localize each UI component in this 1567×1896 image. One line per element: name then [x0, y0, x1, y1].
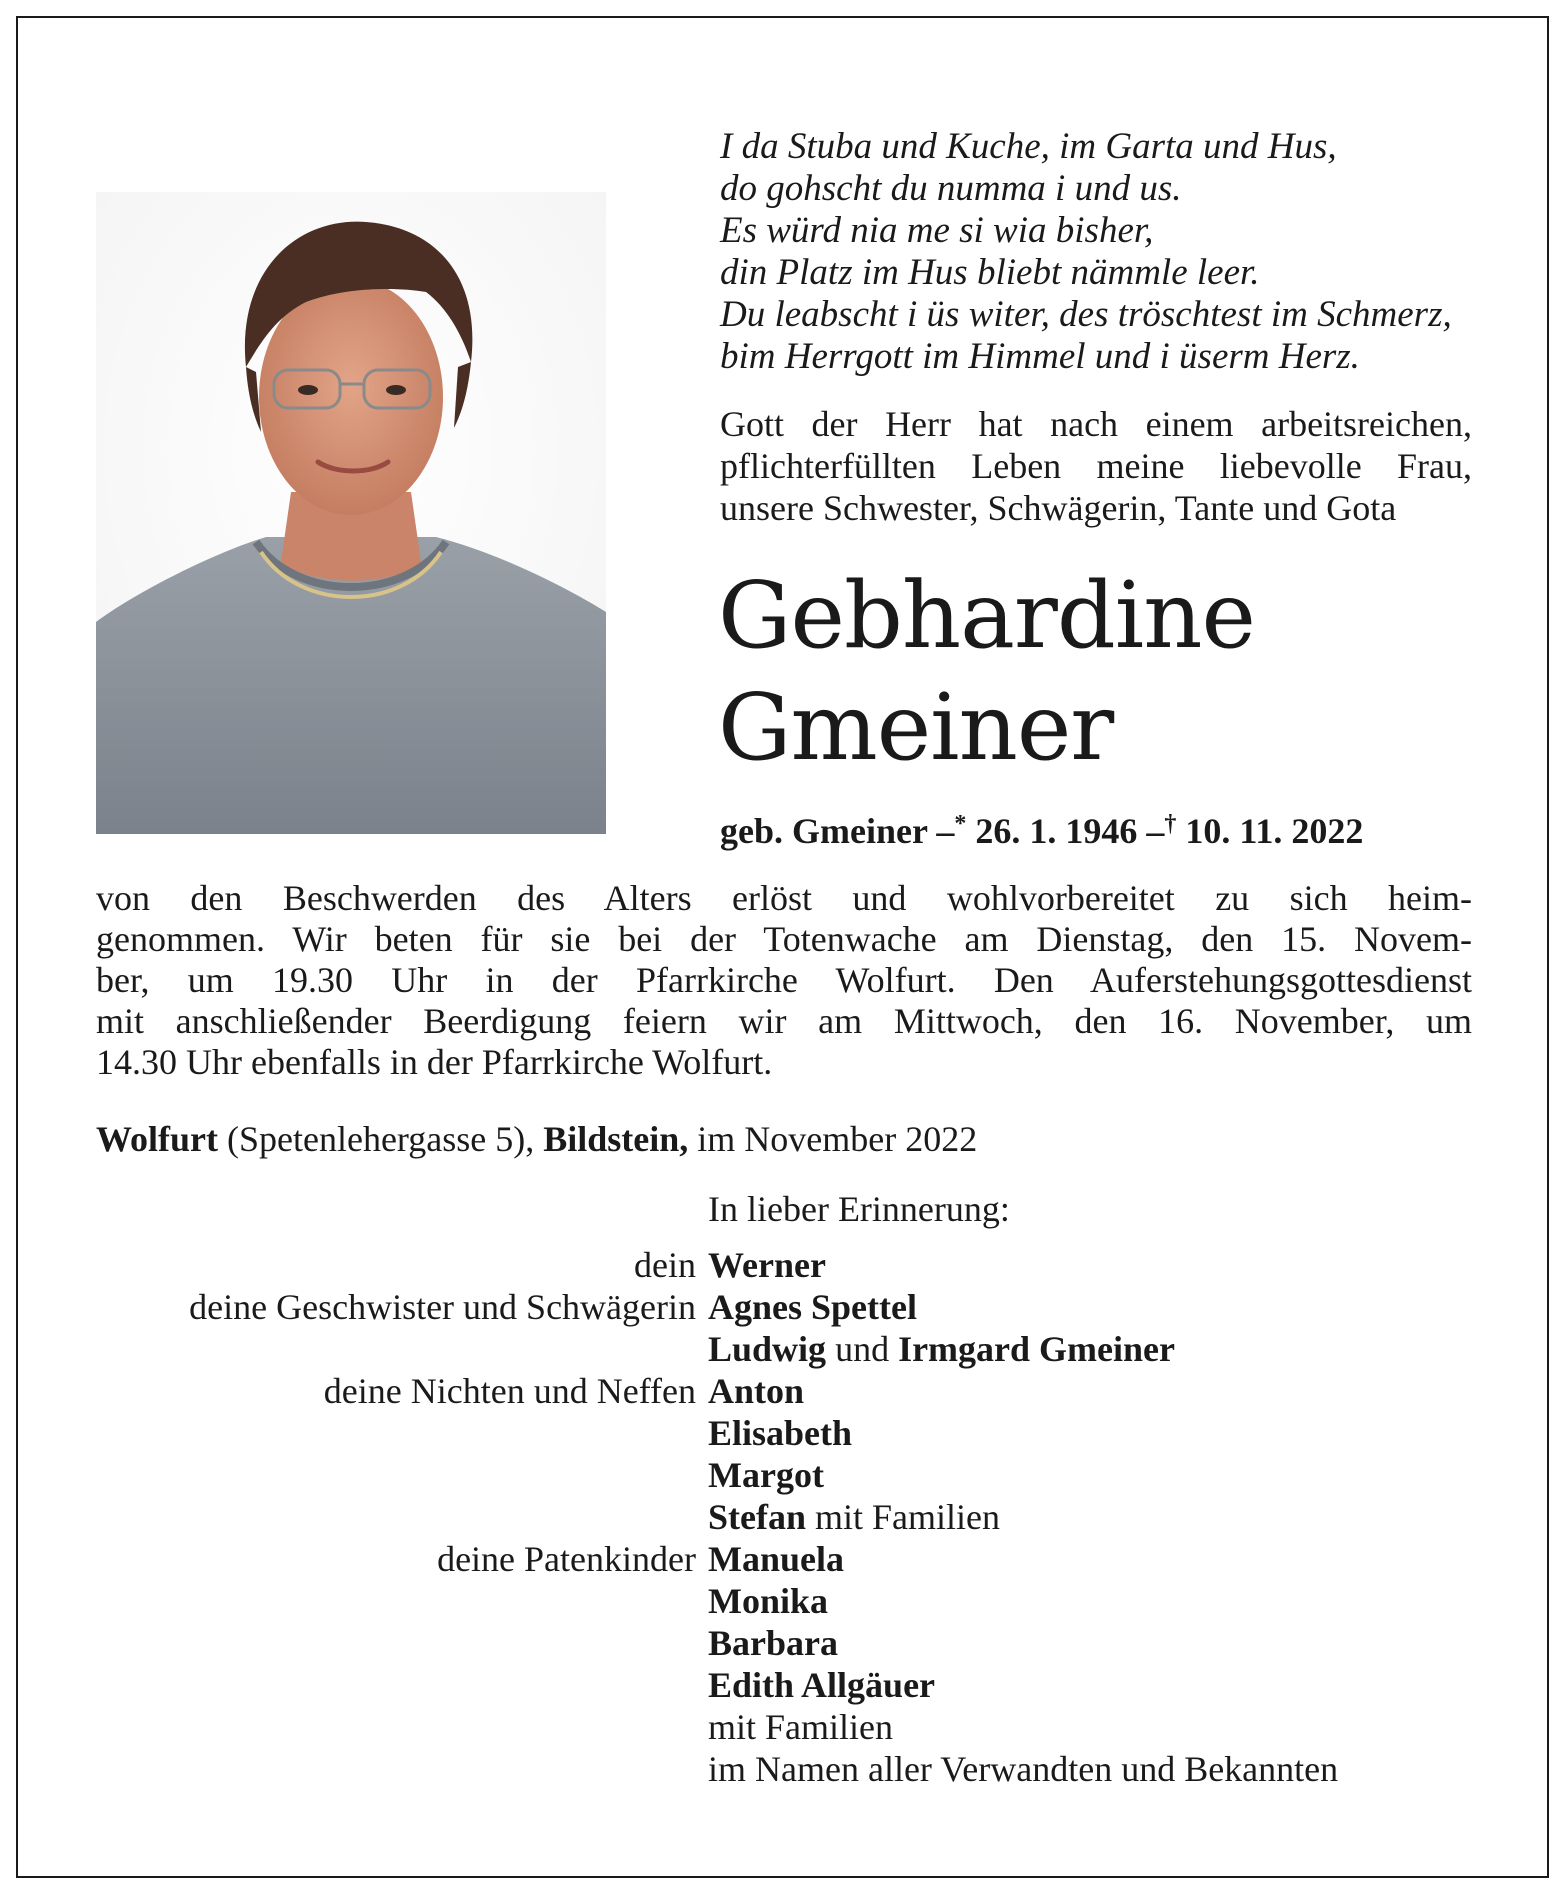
mourner-name: Elisabeth [708, 1413, 853, 1453]
relation-label [96, 1622, 708, 1664]
portrait-photo [96, 192, 606, 834]
place-and-date [96, 1117, 977, 1161]
mourner-name: Edith Allgäuer [708, 1665, 936, 1705]
mourner-row [96, 1244, 1496, 1286]
mourner-name: Monika [708, 1581, 829, 1621]
mourner-row [96, 1454, 1496, 1496]
mourner-extra: im Namen aller Verwandten und Bekannten [708, 1749, 1339, 1789]
relation-label [96, 1706, 708, 1748]
body-line: mit anschließender Beerdigung feiern wir am Mittwoch, den 16. November, um [96, 1001, 1472, 1041]
mourner-row [96, 1328, 1496, 1370]
poem-line: din Platz im Hus bliebt nämmle leer. [720, 252, 1260, 293]
mourner-name: Manuela [708, 1539, 845, 1579]
relation-label [96, 1580, 708, 1622]
deceased-name [718, 560, 1255, 784]
body-line: genommen. Wir beten für sie bei der Totenwache am Dienstag, den 15. Novem- [96, 919, 1472, 959]
town-wolfurt: Wolfurt [96, 1119, 218, 1159]
relation-label [96, 1496, 708, 1538]
mourner-row [96, 1622, 1496, 1664]
mourner-extra: mit Familien [815, 1497, 1000, 1537]
relation-label: deine Geschwister und Schwägerin [189, 1287, 696, 1327]
mourner-row [96, 1286, 1496, 1328]
portrait-illustration [96, 192, 606, 834]
poem-line: do gohscht du numma i und us. [720, 168, 1182, 209]
mourners-heading-row [96, 1188, 1496, 1230]
relation-label [96, 1454, 708, 1496]
mourners-list [96, 1188, 1496, 1790]
mourner-row [96, 1496, 1496, 1538]
relation-label [96, 1664, 708, 1706]
mourner-name: Werner [708, 1245, 826, 1285]
mourner-row [96, 1370, 1496, 1412]
mourner-row [96, 1664, 1496, 1706]
relation-label: dein [634, 1245, 696, 1285]
relation-label [96, 1412, 708, 1454]
body-line: ber, um 19.30 Uhr in der Pfarrkirche Wolfurt. Den Auferstehungsgottesdienst [96, 960, 1472, 1000]
dash: – [936, 811, 955, 851]
body-line: 14.30 Uhr ebenfalls in der Pfarrkirche Wolfurt. [96, 1042, 773, 1082]
intro-line: pflichterfüllten Leben meine liebevolle Frau, [720, 446, 1472, 486]
intro-line: unsere Schwester, Schwägerin, Tante und Gota [720, 488, 1397, 528]
poem-line: I da Stuba und Kuche, im Garta und Hus, [720, 126, 1337, 167]
mourner-name: Agnes Spettel [708, 1287, 917, 1327]
mourner-extra: mit Familien [708, 1707, 893, 1747]
month-year: im November 2022 [697, 1119, 978, 1159]
life-dates [720, 800, 1363, 855]
poem-line: Du leabscht i üs witer, des tröschtest im Schmerz, [720, 294, 1452, 335]
mourner-name: Stefan [708, 1497, 806, 1537]
town-bildstein: Bildstein, [543, 1119, 689, 1159]
poem-line: Es würd nia me si wia bisher, [720, 210, 1154, 251]
relation-label [96, 1748, 708, 1790]
poem [720, 126, 1480, 378]
mourner-row [96, 1538, 1496, 1580]
mourners-heading: In lieber Erinnerung: [708, 1189, 1010, 1229]
mourner-row [96, 1580, 1496, 1622]
birth-name: geb. Gmeiner [720, 811, 928, 851]
relation-label [96, 1328, 708, 1370]
relation-label: deine Nichten und Neffen [323, 1371, 696, 1411]
mourner-name: Barbara [708, 1623, 838, 1663]
birth-date: 26. 1. 1946 [975, 811, 1138, 851]
mourner-name: Anton [708, 1371, 805, 1411]
announcement-text [96, 878, 1472, 1083]
mourner-row [96, 1412, 1496, 1454]
death-date: 10. 11. 2022 [1185, 811, 1364, 851]
intro-line: Gott der Herr hat nach einem arbeitsreichen, [720, 404, 1472, 444]
body-line: von den Beschwerden des Alters erlöst und wohlvorbereitet zu sich heim- [96, 878, 1472, 918]
first-name: Gebhardine [718, 562, 1255, 669]
death-cross-icon: † [1164, 811, 1177, 837]
mourner-name: Margot [708, 1455, 824, 1495]
dash: – [1146, 811, 1165, 851]
last-name: Gmeiner [718, 674, 1114, 781]
address: (Spetenlehergasse 5), [227, 1119, 535, 1159]
mourner-name: Irmgard Gmeiner [898, 1329, 1175, 1369]
relation-label: deine Patenkinder [437, 1539, 696, 1579]
mourner-connector: und [835, 1329, 890, 1369]
birth-star-icon: * [954, 811, 967, 837]
intro-text [720, 403, 1472, 529]
mourner-row [96, 1706, 1496, 1748]
poem-line: bim Herrgott im Himmel und i üserm Herz. [720, 336, 1360, 377]
mourner-name: Ludwig [708, 1329, 827, 1369]
mourner-row [96, 1748, 1496, 1790]
